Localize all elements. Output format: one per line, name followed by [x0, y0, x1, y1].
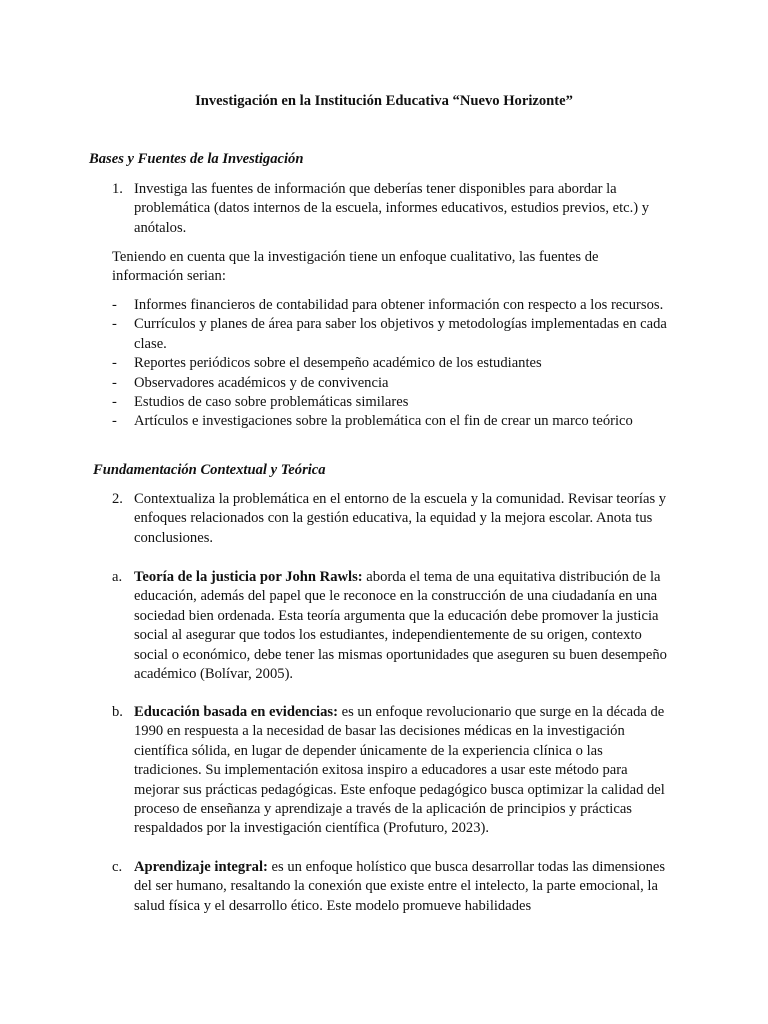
list-item-text: Reportes periódicos sobre el desempeño académico de los estudiantes [134, 355, 542, 372]
dash-marker: - [112, 355, 117, 372]
point-a-rawls [112, 568, 672, 684]
point-letter: a. [112, 569, 123, 585]
list-item [112, 393, 672, 412]
dash-marker: - [112, 394, 117, 411]
point-term: Teoría de la justicia por John Rawls: [134, 569, 363, 585]
point-text: es un enfoque holístico que busca desarrollar todas las dimensiones del ser humano, resaltando la conexión que existe entre el intelecto, la parte emocional, la salud física y el desarrollo ético. Este modelo promueve habilidades [134, 859, 666, 914]
sources-intro-paragraph: Teniendo en cuenta que la investigación tiene un enfoque cualitativo, las fuentes de información serian: [112, 249, 599, 285]
list-item [112, 374, 672, 393]
item-number: 1. [112, 181, 123, 197]
item-text: Investiga las fuentes de información que deberías tener disponibles para abordar la problemática (datos internos de la escuela, informes educativos, estudios previos, etc.) y anótalos. [134, 181, 650, 236]
dash-marker: - [112, 316, 117, 333]
list-item [112, 412, 672, 431]
point-term: Aprendizaje integral: [134, 859, 268, 875]
list-item [112, 354, 672, 373]
list-item-text: Currículos y planes de área para saber los objetivos y metodologías implementadas en cada clase. [134, 316, 667, 352]
numbered-item-1 [112, 180, 672, 238]
dash-marker: - [112, 297, 117, 313]
list-item-text: Artículos e investigaciones sobre la problemática con el fin de crear un marco teórico [134, 413, 633, 430]
point-text: es un enfoque revolucionario que surge en la década de 1990 en respuesta a la necesidad de basar las decisiones médicas en la investigación científica sólida, en lugar de depender únicamente de la experiencia clínica o las tradiciones. Su implementación exitosa inspiro a educadores a usar este método para mejorar sus prácticas pedagógicas. Este enfoque pedagógico busca optimizar la calidad del proceso de enseñanza y aprendizaje a través de la aplicación de principios y prácticas respaldados por la investigación científica (Profuturo, 2023). [134, 704, 665, 837]
section-heading-fundamentacion: Fundamentación Contextual y Teórica [93, 462, 326, 478]
point-c-integral [112, 858, 672, 916]
point-letter: b. [112, 704, 123, 720]
item-text: Contextualiza la problemática en el entorno de la escuela y la comunidad. Revisar teorías y enfoques relacionados con la gestión educativa, la equidad y la mejora escolar. Anota tus conclusiones. [134, 491, 667, 546]
point-letter: c. [112, 859, 123, 875]
document-title: Investigación en la Institución Educativa “Nuevo Horizonte” [195, 93, 573, 109]
list-item-text: Informes financieros de contabilidad para obtener información con respecto a los recursos. [134, 297, 664, 313]
list-item [112, 315, 672, 354]
section-heading-bases: Bases y Fuentes de la Investigación [89, 151, 304, 167]
list-item-text: Observadores académicos y de convivencia [134, 374, 389, 391]
point-body [134, 568, 672, 684]
point-text: aborda el tema de una equitativa distribución de la educación, además del papel que le reconoce en la construcción de una ciudadanía en una sociedad bien ordenada. Esta teoría argumenta que la educación debe promover la justicia social al asegurar que todos los estudiantes, independientemente de su origen, contexto social o económico, debe tener las mismas oportunidades que aseguren su buen desempeño académico (Bolívar, 2005). [134, 569, 667, 683]
sources-list [112, 296, 672, 432]
point-body [134, 858, 672, 916]
point-body [134, 703, 672, 839]
dash-marker: - [112, 413, 117, 430]
point-b-evidencias [112, 703, 672, 839]
item-number: 2. [112, 491, 123, 507]
numbered-item-2 [112, 490, 672, 548]
dash-marker: - [112, 374, 117, 391]
list-item [112, 296, 672, 315]
list-item-text: Estudios de caso sobre problemáticas similares [134, 394, 409, 411]
point-term: Educación basada en evidencias: [134, 704, 338, 720]
